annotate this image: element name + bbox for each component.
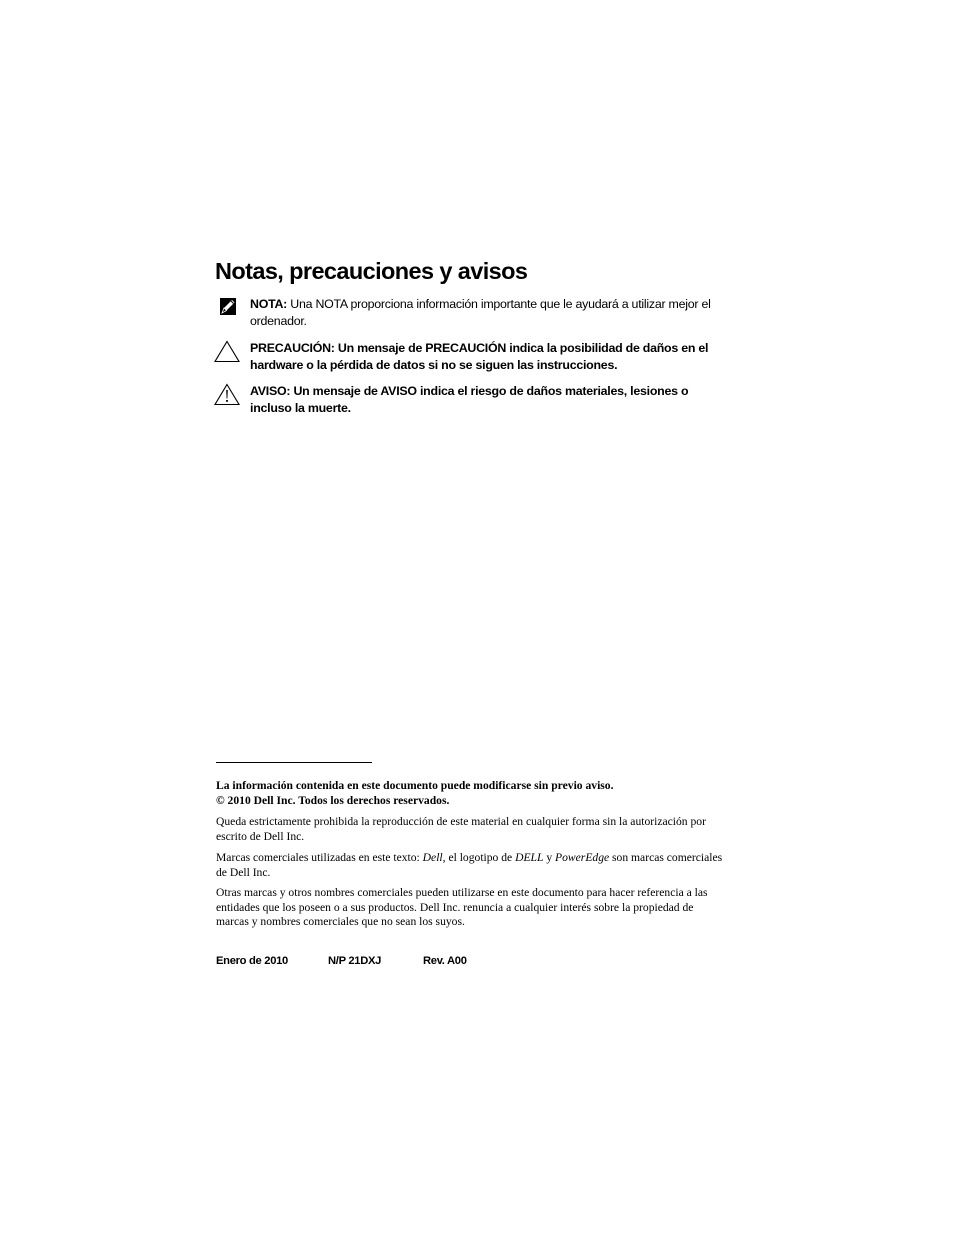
note-text — [250, 296, 720, 330]
copyright-line: © 2010 Dell Inc. Todos los derechos reservados. — [216, 793, 450, 807]
trademark-dell-logo: DELL — [515, 851, 544, 864]
warning-text — [250, 383, 720, 417]
warning-exclamation-triangle-icon — [214, 383, 240, 407]
trademarks-notice — [216, 851, 726, 880]
pencil-note-icon — [214, 296, 240, 320]
disclaimer-line: La información contenida en este documento puede modificarse sin previo aviso. — [216, 779, 614, 792]
caution-text — [250, 340, 720, 374]
trademarks-tail: son marcas comerciales de Dell Inc. — [216, 851, 723, 879]
page-title: Notas, precauciones y avisos — [215, 258, 528, 284]
legal-disclaimer — [216, 779, 726, 808]
trademarks-lead: Marcas comerciales utilizadas en este texto: — [216, 851, 423, 864]
caution-label: PRECAUCIÓN: — [250, 341, 338, 355]
note-label: NOTA: — [250, 297, 291, 311]
reproduction-notice: Queda estrictamente prohibida la reproducción de este material en cualquier forma sin la autorización por escrito de Dell Inc. — [216, 815, 706, 843]
note-body: Una NOTA proporciona información importante que le ayudará a utilizar mejor el ordenador. — [250, 297, 711, 328]
footer-date: Enero de 2010 — [216, 955, 288, 967]
caution-triangle-icon — [214, 340, 240, 364]
footnote-divider — [216, 762, 372, 763]
trademarks-middle: , el logotipo de — [442, 851, 516, 864]
caution-body: Un mensaje de PRECAUCIÓN indica la posibilidad de daños en el hardware o la pérdida de datos si no se siguen las instrucciones. — [250, 341, 709, 372]
warning-label: AVISO: — [250, 384, 294, 398]
footer-part-number: N/P 21DXJ — [328, 955, 382, 967]
other-trademarks-notice: Otras marcas y otros nombres comerciales pueden utilizarse en este documento para hacer referencia a las entidades que los poseen o a sus productos. Dell Inc. renuncia a cualquier interés sobre la propiedad de marcas y nombres comerciales que no sean los suyos. — [216, 886, 708, 928]
warning-body: Un mensaje de AVISO indica el riesgo de daños materiales, lesiones o incluso la muerte. — [250, 384, 689, 415]
trademarks-conjunction: y — [543, 851, 556, 864]
trademark-poweredge: PowerEdge — [555, 851, 610, 864]
trademark-dell: Dell — [422, 851, 443, 864]
footer-revision: Rev. A00 — [423, 955, 467, 967]
